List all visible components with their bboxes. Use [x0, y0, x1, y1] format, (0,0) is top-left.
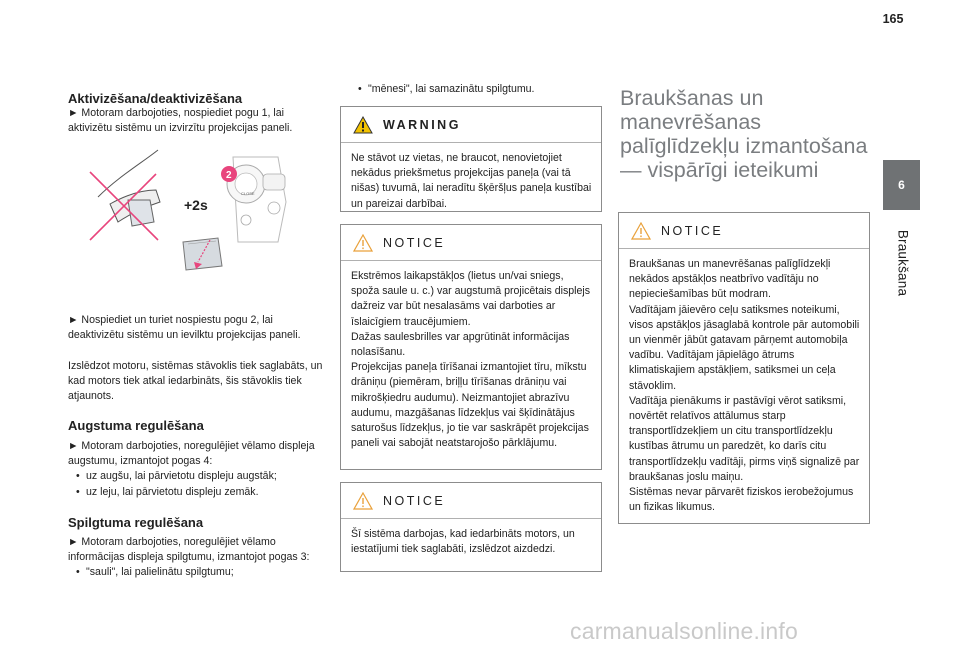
brightness-bullet-sun: • "sauli", lai palielinātu spilgtumu; [68, 565, 326, 580]
height-instruction: ► Motoram darbojoties, noregulējiet vēlamo displeja augstumu, izmantojot pogas 4: • uz augšu, lai pārvietotu displeju augstāk; • uz leju, lai pārvietotu displeju zemāk. [68, 439, 326, 500]
height-bullet-up: • uz augšu, lai pārvietotu displeju augstāk; [68, 469, 326, 484]
chapter-tab: 6 [883, 160, 920, 210]
hold-duration-label: +2s [184, 197, 208, 213]
activation-step-1: ► Motoram darbojoties, nospiediet pogu 1, lai aktivizētu sistēmu un izvirzītu projekcijas paneli. [68, 107, 293, 135]
notice-header-weather [341, 225, 601, 261]
notice-text-system: Šī sistēma darbojas, kad iedarbināts motors, un iestatījumi tiek saglabāti, izslēdzot aizdedzi. [351, 528, 575, 556]
notice-box-system [340, 482, 602, 572]
chapter-label: Braukšana [895, 229, 911, 297]
warning-text: Ne stāvot uz vietas, ne braucot, nenovietojiet nekādus priekšmetus projekcijas paneļa (vai tā nišas) tuvumā, lai neradītu šķēršļus paneļa kustībai un pareizai darbībai. [351, 152, 592, 210]
warning-triangle-icon [353, 116, 373, 134]
watermark: carmanualsonline.info [570, 618, 798, 644]
notice-triangle-icon [353, 234, 373, 252]
notice-header-system [341, 483, 601, 519]
section-title-height: Augstuma regulēšana [68, 418, 204, 433]
notice-text-driving-aids: Braukšanas un manevrēšanas palīglīdzekļi nekādos apstākļos neatbrīvo vadītāju no nepieciešamības būt modram. Vadītājam jāievēro ceļu satiksmes noteikumi, visos apstākļos jāsaglabā kontrole pār automobili un vienmēr jābūt gatavam pārņemt automobiļa vadību. Vadītājam jāpielāgo ātrums klimatiskajiem apstākļiem, satiksmei un ceļa stāvoklim. Vadītāja pienākums ir pastāvīgi vērot satiksmi, novērtēt relatīvos attālumus starp transportlīdzekļiem un citu transportlīdzekļu kustības ātrumu un paredzēt, ko darīs citu transportlīdzekļu vadītāji, pirms viņš signalizē par braukšanas joslu maiņu. Sistēmas nevar pārvarēt fiziskos ierobežojumus un fizikas likumus. [629, 258, 860, 514]
height-bullet-down: • uz leju, lai pārvietotu displeju zemāk. [68, 485, 326, 500]
activation-step-2: ► Nospiediet un turiet nospiestu pogu 2, lai deaktivizētu sistēmu un ievilktu projekcijas paneli. [68, 314, 301, 342]
notice-box-weather [340, 224, 602, 470]
section-title-activation: Aktivizēšana/deaktivizēšana [68, 91, 243, 106]
chapter-section-title: Braukšanas un manevrēšanas palīglīdzekļu izmantošana — vispārīgi ieteikumi [620, 86, 868, 182]
notice-triangle-icon [353, 492, 373, 510]
notice-title-driving-aids: NOTICE [661, 224, 724, 238]
brightness-bullet-moon: • "mēnesi", lai samazinātu spilgtumu. [350, 82, 600, 97]
notice-header-driving-aids [619, 213, 869, 249]
notice-triangle-icon [631, 222, 651, 240]
warning-title: WARNING [383, 118, 461, 132]
notice-text-weather: Ekstrēmos laikapstākļos (lietus un/vai sniegs, spoža saule u. c.) var augstumā projicētais displejs dažreiz var būt nesalasāms vai darboties ar īslaicīgiem traucējumiem. Dažas saulesbrilles var apgrūtināt informācijas nolasīšanu. Projekcijas paneļa tīrīšanai izmantojiet tīru, mīkstu drāniņu (piemēram, briļļu tīrīšanas drāniņu vai mikrošķiedru audumu). Neizmantojiet abrazīvu audumu, mazgāšanas līdzekļus vai šķīdinātājus saturošus līdzekļus, jo tie var saskrāpēt projekcijas paneli vai sabojāt neatstarojošo pārklājumu. [351, 270, 591, 450]
notice-box-driving-aids [618, 212, 870, 524]
callout-badge-2: 2 [226, 170, 232, 181]
hud-control-illustration [88, 142, 288, 272]
warning-box [340, 106, 602, 212]
brightness-instruction: ► Motoram darbojoties, noregulējiet vēlamo informācijas displeja spilgtumu, izmantojot pogas 3: • "sauli", lai palielinātu spilgtumu; [68, 535, 326, 581]
warning-header [341, 107, 601, 143]
activation-memory-note: Izslēdzot motoru, sistēmas stāvoklis tiek saglabāts, un kad motors tiek atkal iedarbināts, šis stāvoklis tiek atjaunots. [68, 360, 323, 403]
notice-title-weather: NOTICE [383, 236, 446, 250]
section-title-brightness: Spilgtuma regulēšana [68, 515, 204, 530]
page-number: 165 [882, 12, 904, 26]
notice-title-system: NOTICE [383, 494, 446, 508]
close-text: CLOSE [241, 191, 255, 196]
hud-illustration-svg [88, 142, 288, 272]
